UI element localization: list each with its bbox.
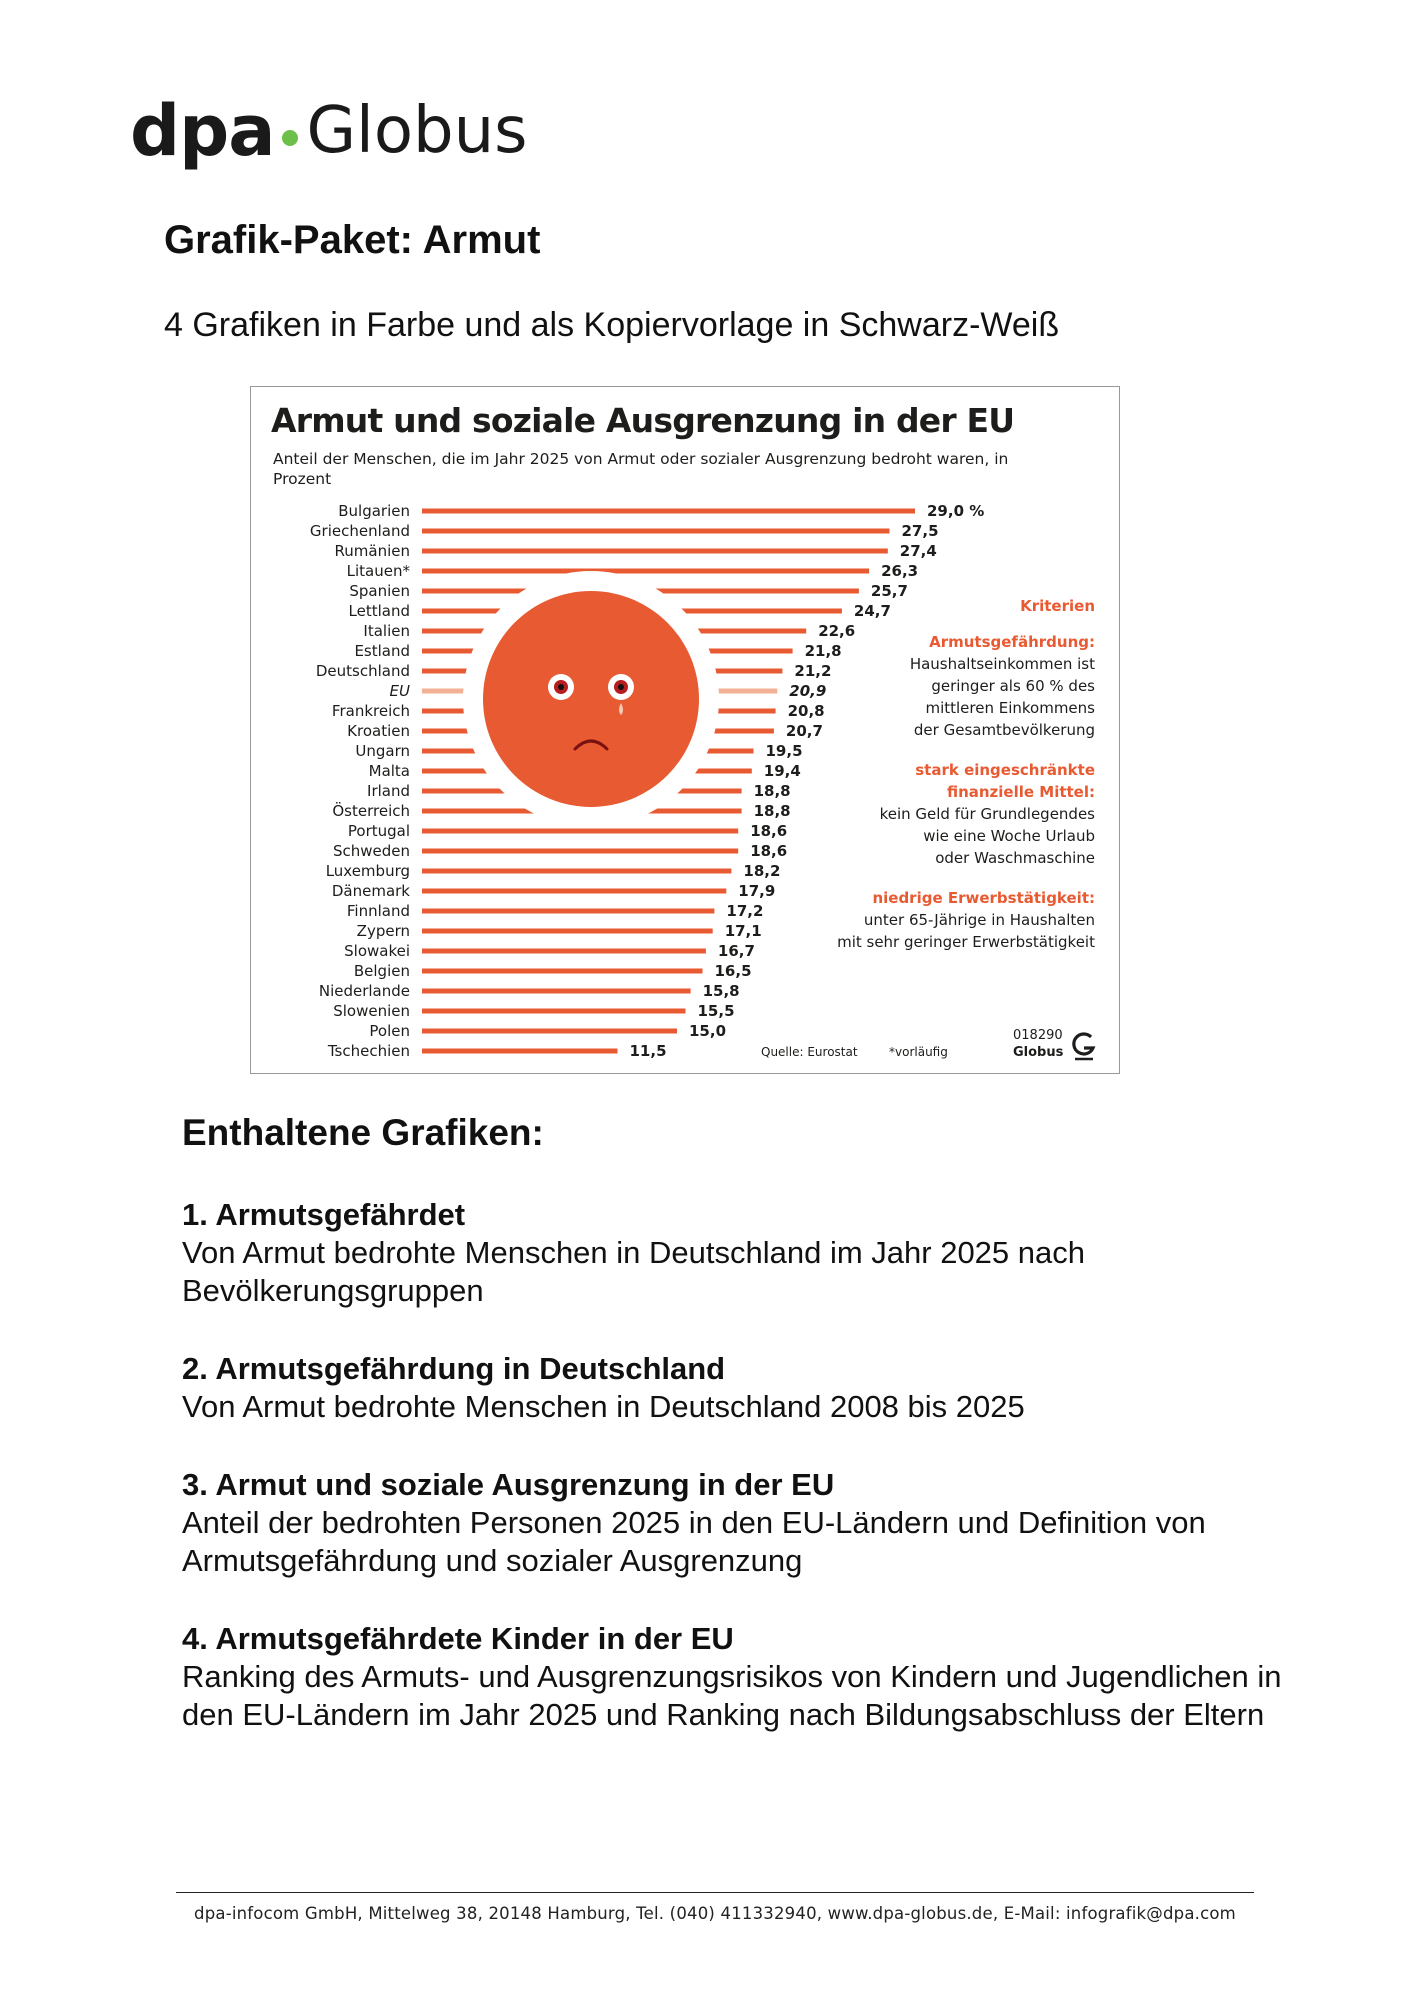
sad-face-icon <box>483 591 699 807</box>
footer-divider <box>176 1892 1254 1893</box>
contents-item <box>182 1466 1302 1580</box>
criterion-deprivation-head: finanzielle Mittel: <box>946 783 1095 801</box>
category-label: Irland <box>367 782 410 800</box>
category-label: Deutschland <box>315 662 410 680</box>
criteria-heading-text: Kriterien <box>1020 597 1095 615</box>
criterion-deprivation-line: wie eine Woche Urlaub <box>923 827 1095 845</box>
value-label: 22,6 <box>818 622 856 640</box>
criterion-deprivation <box>880 759 1095 869</box>
value-label: 15,0 <box>689 1022 727 1040</box>
criterion-low-work-intensity <box>837 887 1095 953</box>
bar <box>422 869 731 874</box>
category-label: Griechenland <box>309 522 410 540</box>
criterion-poverty-line: geringer als 60 % des <box>931 677 1095 695</box>
value-label: 18,8 <box>753 782 791 800</box>
value-label: 21,2 <box>794 662 832 680</box>
criterion-deprivation-head: stark eingeschränkte <box>915 761 1095 779</box>
bar <box>422 549 888 554</box>
criterion-deprivation-line: oder Waschmaschine <box>935 849 1095 867</box>
contents-item-text: Anteil der bedrohten Personen 2025 in den EU-Ländern und Definition von Armutsgefährdung und sozialer Ausgrenzung <box>182 1505 1206 1578</box>
criterion-deprivation-line: kein Geld für Grundlegendes <box>879 805 1095 823</box>
category-label: Tschechien <box>327 1042 410 1060</box>
value-label: 27,5 <box>901 522 939 540</box>
contents-item <box>182 1196 1302 1310</box>
value-label: 29,0 % <box>927 502 985 520</box>
bar <box>422 1009 686 1014</box>
category-label: Litauen* <box>346 562 410 580</box>
category-label: Slowenien <box>333 1002 410 1020</box>
value-label: 15,5 <box>697 1002 735 1020</box>
criterion-poverty-risk <box>910 631 1095 741</box>
bar <box>422 529 890 534</box>
criterion-poverty-line: mittleren Einkommens <box>925 699 1095 717</box>
bar <box>422 829 738 834</box>
document-subtitle: 4 Grafiken in Farbe und als Kopiervorlage in Schwarz-Weiß <box>164 306 1060 344</box>
eye-pupil <box>558 684 564 690</box>
category-label: Kroatien <box>347 722 410 740</box>
value-label: 27,4 <box>899 542 937 560</box>
category-label: Niederlande <box>318 982 410 1000</box>
graphic-footnote: *vorläufig <box>889 1045 948 1059</box>
criterion-work-line: mit sehr geringer Erwerbstätigkeit <box>837 933 1095 951</box>
value-label: 18,2 <box>743 862 781 880</box>
bar <box>422 989 691 994</box>
category-label: Estland <box>354 642 410 660</box>
bar <box>422 1049 618 1054</box>
value-label: 19,4 <box>763 762 801 780</box>
contents-item-text: Von Armut bedrohte Menschen in Deutschland 2008 bis 2025 <box>182 1389 1025 1424</box>
value-label: 17,1 <box>724 922 762 940</box>
value-label: 25,7 <box>870 582 908 600</box>
logo-brand: dpa <box>130 90 275 172</box>
graphic-subtitle: Anteil der Menschen, die im Jahr 2025 von Armut oder sozialer Ausgrenzung bedroht waren, in Prozent <box>273 450 1009 488</box>
criterion-poverty-head: Armutsgefährdung: <box>929 633 1095 651</box>
category-label: Polen <box>369 1022 410 1040</box>
value-label: 17,2 <box>726 902 764 920</box>
bar <box>422 969 703 974</box>
value-label: 16,7 <box>717 942 755 960</box>
value-label: 11,5 <box>629 1042 667 1060</box>
bar <box>422 509 915 514</box>
criteria-heading <box>1020 595 1095 617</box>
value-label: 24,7 <box>853 602 891 620</box>
contents-item-title: 2. Armutsgefährdung in Deutschland <box>182 1351 726 1386</box>
value-label: 18,6 <box>750 842 788 860</box>
value-label: 20,7 <box>785 722 823 740</box>
graphic-id <box>1013 1027 1063 1061</box>
category-label: Luxemburg <box>325 862 410 880</box>
document-title: Grafik-Paket: Armut <box>164 218 541 262</box>
criterion-poverty-line: der Gesamtbevölkerung <box>913 721 1095 739</box>
infographic-armut-eu <box>250 386 1120 1074</box>
graphic-source: Quelle: Eurostat <box>761 1045 858 1059</box>
contents-item-title: 4. Armutsgefährdete Kinder in der EU <box>182 1621 734 1656</box>
category-label: Frankreich <box>331 702 410 720</box>
value-label: 18,8 <box>753 802 791 820</box>
criterion-work-line: unter 65-Jährige in Haushalten <box>863 911 1095 929</box>
bar <box>422 1029 677 1034</box>
category-label: Spanien <box>349 582 410 600</box>
contents-item-title: 1. Armutsgefährdet <box>182 1197 466 1232</box>
category-label: EU <box>389 682 410 700</box>
category-label: Lettland <box>348 602 410 620</box>
category-label: Portugal <box>347 822 410 840</box>
value-label: 16,5 <box>714 962 752 980</box>
contents-item-text: Ranking des Armuts- und Ausgrenzungsrisikos von Kindern und Jugendlichen in den EU-Ländern im Jahr 2025 und Ranking nach Bildungsabschluss der Eltern <box>182 1659 1282 1732</box>
value-label: 17,9 <box>738 882 776 900</box>
bar <box>422 889 726 894</box>
value-label: 20,8 <box>787 702 825 720</box>
criterion-work-head: niedrige Erwerbstätigkeit: <box>872 889 1095 907</box>
value-label: 21,8 <box>804 642 842 660</box>
contents-item-title: 3. Armut und soziale Ausgrenzung in der EU <box>182 1467 835 1502</box>
logo-product: Globus <box>306 94 528 168</box>
category-label: Ungarn <box>355 742 410 760</box>
category-label: Belgien <box>353 962 410 980</box>
graphic-brand: Globus <box>1013 1045 1064 1060</box>
category-label: Malta <box>368 762 410 780</box>
globus-logo-icon <box>1071 1031 1097 1061</box>
value-label: 19,5 <box>765 742 803 760</box>
category-label: Bulgarien <box>338 502 410 520</box>
logo-dot <box>282 130 298 146</box>
category-label: Finnland <box>346 902 410 920</box>
bar <box>422 929 713 934</box>
category-label: Slowakei <box>344 942 410 960</box>
category-label: Italien <box>363 622 410 640</box>
contents-item-text: Von Armut bedrohte Menschen in Deutschland im Jahr 2025 nach Bevölkerungsgruppen <box>182 1235 1085 1308</box>
bar <box>422 569 869 574</box>
category-label: Rumänien <box>334 542 410 560</box>
contents-heading: Enthaltene Grafiken: <box>182 1112 544 1153</box>
value-label: 15,8 <box>702 982 740 1000</box>
contents-item <box>182 1620 1302 1734</box>
graphic-title: Armut und soziale Ausgrenzung in der EU <box>271 401 1015 440</box>
dpa-globus-logo <box>130 86 528 176</box>
bar <box>422 909 714 914</box>
value-label: 20,9 <box>789 682 827 700</box>
category-label: Schweden <box>332 842 410 860</box>
bar <box>422 949 706 954</box>
bar <box>422 849 738 854</box>
footer-contact: dpa-infocom GmbH, Mittelweg 38, 20148 Hamburg, Tel. (040) 411332940, www.dpa-globus.de, E-Mail: infografik@dpa.com <box>194 1904 1236 1923</box>
category-label: Dänemark <box>331 882 410 900</box>
value-label: 18,6 <box>750 822 788 840</box>
eye-pupil <box>618 684 624 690</box>
value-label: 26,3 <box>881 562 919 580</box>
category-label: Österreich <box>332 802 410 820</box>
graphic-number: 018290 <box>1013 1028 1063 1043</box>
criterion-poverty-line: Haushaltseinkommen ist <box>909 655 1095 673</box>
contents-item <box>182 1350 1302 1426</box>
category-label: Zypern <box>356 922 410 940</box>
